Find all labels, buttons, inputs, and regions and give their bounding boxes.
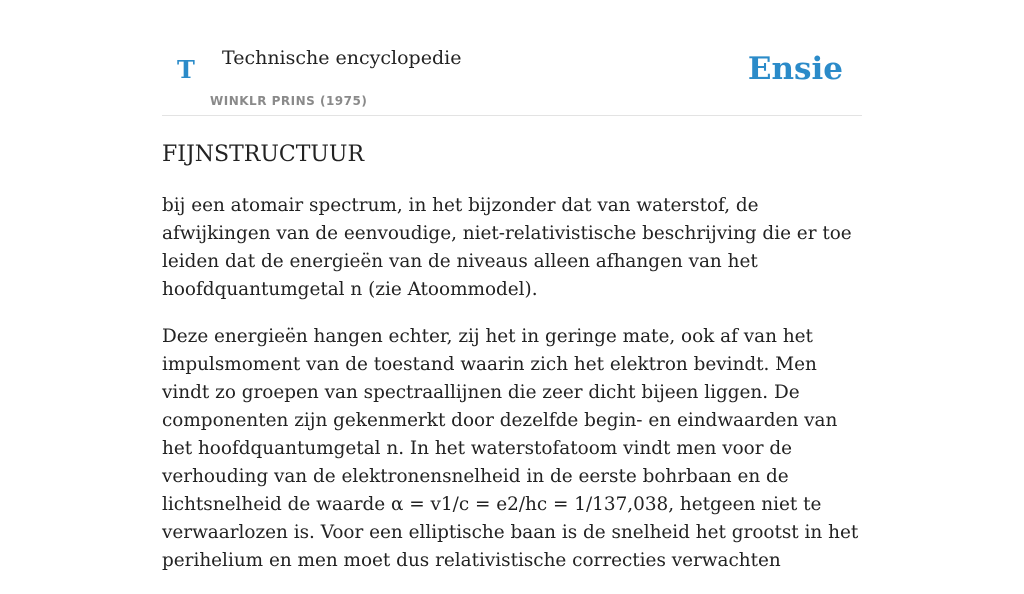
article-paragraph: bij een atomair spectrum, in het bijzonder dat van waterstof, de afwijkingen van de eenvoudige, niet-relativistische beschrijving die er toe leiden dat de energieën van de niveaus alleen afhangen van het hoofdquantumgetal n (zie Atoommodel).: [162, 195, 852, 300]
ensie-logo-link[interactable]: Ensie: [747, 51, 843, 87]
source-title-link[interactable]: Technische encyclopedie: [222, 47, 462, 69]
source-header: [162, 0, 862, 116]
article-title: FIJNSTRUCTUUR: [162, 142, 365, 167]
article-body: [162, 192, 864, 594]
source-logo-icon[interactable]: T: [177, 55, 195, 84]
source-subtitle: WINKLR PRINS (1975): [210, 94, 368, 108]
page-container: [162, 0, 862, 571]
article-paragraph: Deze energieën hangen echter, zij het in geringe mate, ook af van het impulsmoment van de toestand waarin zich het elektron bevindt. Men vindt zo groepen van spectraallijnen die zeer dicht bijeen liggen. De componenten zijn gekenmerkt door dezelfde begin- en eindwaarden van het hoofdquantumgetal n. In het waterstofatoom vindt men voor de verhouding van de elektronensnelheid in de eerste bohrbaan en de lichtsnelheid de waarde α = v1/c = e2/hc = 1/137,038, hetgeen niet te verwaarlozen is. Voor een elliptische baan is de snelheid het grootst in het perihelium en men moet dus relativistische correcties verwachten: [162, 326, 859, 571]
